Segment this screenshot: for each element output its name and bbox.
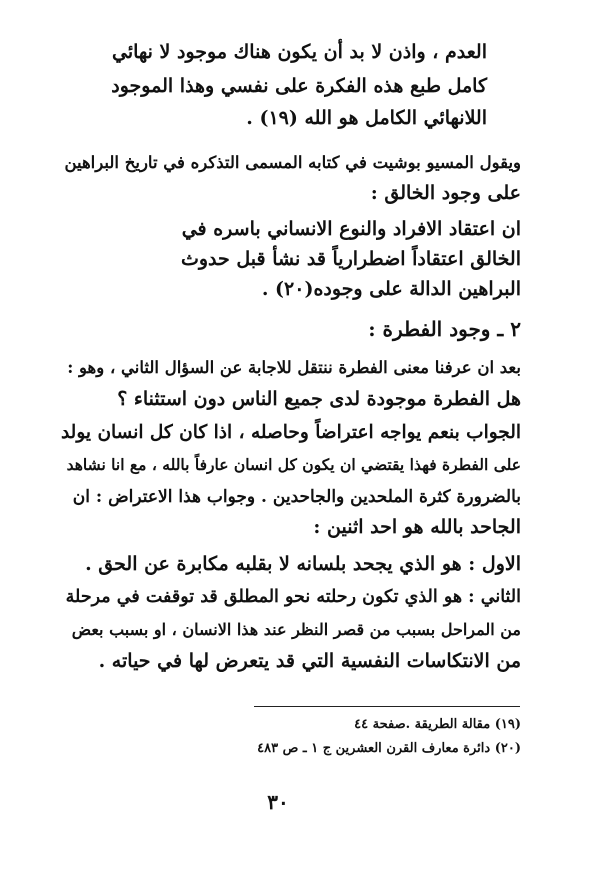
para3-line-1: الاول : هو الذي يجحد بلسانه لا بقلبه مكابرة عن الحق . (85, 553, 521, 575)
para2-line-1: الجواب بنعم يواجه اعتراضاً وحاصله ، اذا كان كل انسان يولد (60, 422, 521, 443)
para2-line-2: على الفطرة فهذا يقتضي ان يكون كل انسان عارفاً بالله ، مع انا نشاهد (66, 455, 521, 474)
quote1-line-1: العدم ، واذن لا بد أن يكون هناك موجود لا نهائي (111, 41, 487, 63)
footnote-divider (254, 706, 520, 707)
section-heading: ٢ ـ وجود الفطرة : (368, 317, 521, 341)
para3-line-4: من الانتكاسات النفسية التي قد يتعرض لها في حياته . (98, 650, 521, 672)
quote1-line-2: كامل طبع هذه الفكرة على نفسي وهذا الموجود (111, 75, 487, 97)
quote2-line-2: الخالق اعتقاداً اضطرارياً قد نشأ قبل حدوث (180, 248, 521, 270)
quote2-line-1: ان اعتقاد الافراد والنوع الانساني باسره في (181, 218, 521, 240)
quote1-line-3: اللانهائي الكامل هو الله (١٩) . (246, 107, 487, 129)
para3-line-2: الثاني : هو الذي تكون رحلته نحو المطلق قد توقفت في مرحلة (65, 587, 521, 607)
intro-line-1: ويقول المسيو بوشيت في كتابه المسمى التذكره في تاريخ البراهين (64, 153, 521, 172)
para2-line-3: بالضرورة كثرة الملحدين والجاحدين . وجواب هذا الاعتراض : ان (72, 487, 521, 507)
para3-line-3: من المراحل بسبب من قصر النظر عند هذا الانسان ، او بسبب بعض (71, 620, 521, 639)
para1-line-2: هل الفطرة موجودة لدى جميع الناس دون استثناء ؟ (117, 388, 521, 410)
page-number: ٣٠ (267, 790, 289, 814)
para1-line-1: بعد ان عرفنا معنى الفطرة ننتقل للاجابة عن السؤال الثاني ، وهو : (67, 358, 521, 377)
footnote-20: (٢٠) دائرة معارف القرن العشرين ج ١ ـ ص ٤٨٣ (257, 741, 521, 756)
footnote-19: (١٩) مقالة الطريقة .صفحة ٤٤ (354, 717, 521, 732)
para2-line-4: الجاحد بالله هو احد اثنين : (313, 516, 521, 538)
quote2-line-3: البراهين الدالة على وجوده(٢٠) . (261, 278, 521, 300)
intro-line-2: على وجود الخالق : (370, 182, 521, 204)
